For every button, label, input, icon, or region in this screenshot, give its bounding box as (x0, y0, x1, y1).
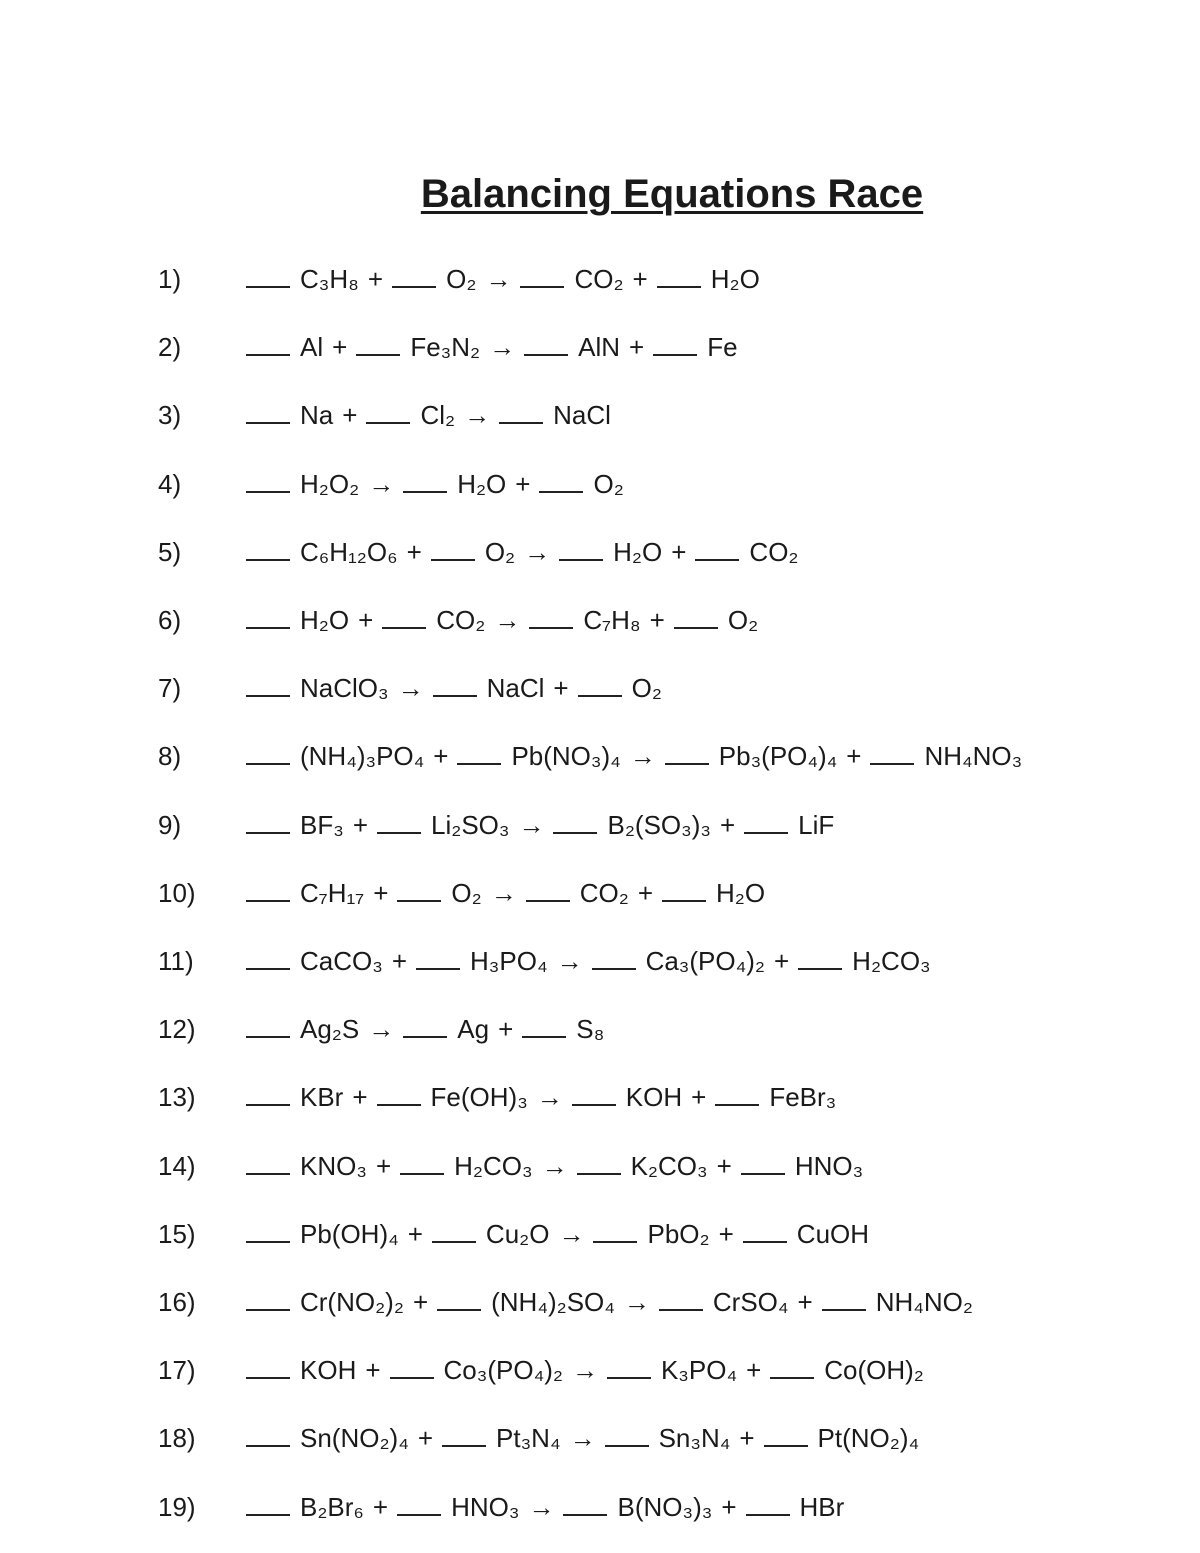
equation-row (158, 1014, 613, 1054)
coefficient-blank[interactable] (377, 831, 421, 834)
equation-number: 17) (158, 1355, 196, 1386)
chemical-formula: H₂CO₃ (852, 946, 931, 976)
chemical-formula: HNO₃ (451, 1491, 520, 1522)
chemical-formula: B(NO₃)₃ (617, 1491, 713, 1522)
coefficient-blank[interactable] (246, 1444, 290, 1447)
equation-row (158, 332, 747, 372)
chemical-formula: FeBr₃ (769, 1082, 837, 1113)
chemical-formula: C₆H₁₂O₆ (300, 536, 398, 567)
chemical-formula: CO₂ (574, 264, 624, 294)
plus-sign: + (846, 741, 862, 772)
chemical-formula: NH₄NO₃ (924, 741, 1023, 772)
reaction-arrow: → (490, 877, 517, 908)
coefficient-blank[interactable] (539, 490, 583, 493)
coefficient-blank[interactable] (246, 1376, 290, 1379)
plus-sign: + (553, 673, 569, 704)
coefficient-blank[interactable] (572, 1103, 616, 1106)
plus-sign: + (373, 877, 389, 908)
plus-sign: + (332, 332, 348, 363)
plus-sign: + (632, 264, 648, 294)
coefficient-blank[interactable] (246, 1172, 290, 1175)
equation-number: 6) (158, 605, 182, 635)
coefficient-blank[interactable] (798, 967, 842, 970)
equation-number: 13) (158, 1082, 196, 1113)
coefficient-blank[interactable] (764, 1444, 808, 1447)
plus-sign: + (365, 1355, 381, 1386)
equation-number: 18) (158, 1423, 196, 1454)
reaction-arrow: → (494, 605, 521, 635)
coefficient-blank[interactable] (382, 626, 426, 629)
chemical-formula: C₇H₈ (583, 605, 641, 635)
plus-sign: + (691, 1082, 707, 1113)
reaction-arrow: → (528, 1491, 555, 1522)
chemical-formula: KNO₃ (300, 1150, 367, 1181)
plus-sign: + (407, 1218, 423, 1249)
equation-number: 1) (158, 264, 182, 294)
coefficient-blank[interactable] (457, 762, 501, 765)
coefficient-blank[interactable] (442, 1444, 486, 1447)
chemical-formula: HBr (799, 1491, 845, 1522)
coefficient-blank[interactable] (246, 762, 290, 765)
plus-sign: + (649, 605, 665, 635)
chemical-formula: K₃PO₄ (660, 1355, 738, 1386)
plus-sign: + (629, 332, 645, 363)
coefficient-blank[interactable] (553, 831, 597, 834)
coefficient-blank[interactable] (822, 1308, 866, 1311)
reaction-arrow: → (629, 741, 656, 772)
chemical-formula: Pt₃N₄ (496, 1423, 561, 1454)
chemical-formula: (NH₄)₃PO₄ (300, 741, 425, 772)
chemical-formula: S₈ (576, 1014, 605, 1045)
chemical-formula: KOH (625, 1082, 683, 1113)
coefficient-blank[interactable] (416, 967, 460, 970)
reaction-arrow: → (623, 1287, 650, 1317)
chemical-formula: H₂O₂ (300, 468, 360, 499)
plus-sign: + (352, 809, 368, 840)
equation-number: 9) (158, 809, 182, 840)
reaction-arrow: → (524, 536, 551, 567)
coefficient-blank[interactable] (246, 967, 290, 970)
reaction-arrow: → (556, 946, 583, 976)
equation-row (158, 1492, 853, 1532)
chemical-formula: CuOH (796, 1218, 870, 1249)
chemical-formula: C₇H₁₇ (300, 877, 365, 908)
chemical-formula: LiF (798, 809, 835, 840)
coefficient-blank[interactable] (578, 694, 622, 697)
equation-row (158, 1082, 845, 1122)
coefficient-blank[interactable] (246, 558, 290, 561)
equation-row (158, 1287, 982, 1327)
page-title: Balancing Equations Race (420, 172, 924, 216)
equation-row (158, 1355, 933, 1395)
plus-sign: + (342, 400, 358, 431)
equation-number: 7) (158, 673, 182, 704)
coefficient-blank[interactable] (246, 626, 290, 629)
coefficient-blank[interactable] (743, 1240, 787, 1243)
coefficient-blank[interactable] (563, 1513, 607, 1516)
chemical-formula: O₂ (593, 468, 624, 499)
equation-row (158, 605, 767, 645)
reaction-arrow: → (569, 1423, 596, 1454)
equation-row (158, 400, 620, 440)
plus-sign: + (515, 468, 531, 499)
coefficient-blank[interactable] (499, 421, 543, 424)
chemical-formula: O₂ (451, 877, 482, 908)
chemical-formula: H₂O (613, 536, 663, 567)
reaction-arrow: → (485, 264, 512, 294)
chemical-formula: Al (300, 332, 324, 363)
coefficient-blank[interactable] (431, 558, 475, 561)
chemical-formula: CO₂ (436, 605, 486, 635)
coefficient-blank[interactable] (715, 1103, 759, 1106)
chemical-formula: Pt(NO₂)₄ (817, 1423, 920, 1454)
coefficient-blank[interactable] (665, 762, 709, 765)
chemical-formula: B₂Br₆ (300, 1491, 364, 1522)
equation-number: 3) (158, 400, 182, 431)
coefficient-blank[interactable] (400, 1172, 444, 1175)
chemical-formula: Ag (457, 1014, 490, 1045)
chemical-formula: Cu₂O (485, 1218, 550, 1249)
coefficient-blank[interactable] (397, 899, 441, 902)
plus-sign: + (718, 1218, 734, 1249)
equation-row (158, 810, 843, 850)
plus-sign: + (746, 1355, 762, 1386)
chemical-formula: CO₂ (579, 877, 629, 908)
coefficient-blank[interactable] (592, 967, 636, 970)
chemical-formula: Ca₃(PO₄)₂ (645, 946, 765, 976)
reaction-arrow: → (368, 468, 395, 499)
chemical-formula: Fe (707, 332, 738, 363)
chemical-formula: Cl₂ (420, 400, 456, 431)
coefficient-blank[interactable] (674, 626, 718, 629)
chemical-formula: CO₂ (749, 536, 799, 567)
chemical-formula: H₂O (716, 877, 766, 908)
coefficient-blank[interactable] (432, 1240, 476, 1243)
equation-number: 10) (158, 877, 196, 908)
chemical-formula: Fe(OH)₃ (430, 1082, 528, 1113)
reaction-arrow: → (541, 1150, 568, 1181)
coefficient-blank[interactable] (559, 558, 603, 561)
chemical-formula: Na (300, 400, 334, 431)
plus-sign: + (797, 1287, 813, 1317)
chemical-formula: KOH (300, 1355, 357, 1386)
plus-sign: + (352, 1082, 368, 1113)
chemical-formula: AlN (578, 332, 621, 363)
equation-number: 12) (158, 1014, 196, 1045)
coefficient-blank[interactable] (246, 694, 290, 697)
coefficient-blank[interactable] (390, 1376, 434, 1379)
reaction-arrow: → (518, 809, 545, 840)
coefficient-blank[interactable] (246, 353, 290, 356)
coefficient-blank[interactable] (770, 1376, 814, 1379)
coefficient-blank[interactable] (403, 1035, 447, 1038)
coefficient-blank[interactable] (246, 1308, 290, 1311)
plus-sign: + (739, 1423, 755, 1454)
chemical-formula: (NH₄)₂SO₄ (491, 1287, 615, 1317)
coefficient-blank[interactable] (522, 1035, 566, 1038)
coefficient-blank[interactable] (605, 1444, 649, 1447)
coefficient-blank[interactable] (246, 285, 290, 288)
coefficient-blank[interactable] (659, 1308, 703, 1311)
coefficient-blank[interactable] (653, 353, 697, 356)
chemical-formula: NaCl (486, 673, 545, 704)
equation-row (158, 264, 769, 304)
equation-number: 15) (158, 1218, 196, 1249)
chemical-formula: Fe₃N₂ (410, 332, 481, 363)
reaction-arrow: → (571, 1355, 598, 1386)
reaction-arrow: → (489, 332, 516, 363)
coefficient-blank[interactable] (392, 285, 436, 288)
chemical-formula: B₂(SO₃)₃ (607, 809, 711, 840)
coefficient-blank[interactable] (607, 1376, 651, 1379)
plus-sign: + (391, 946, 408, 976)
coefficient-blank[interactable] (356, 353, 400, 356)
chemical-formula: KBr (300, 1082, 344, 1113)
coefficient-blank[interactable] (526, 899, 570, 902)
chemical-formula: O₂ (631, 673, 662, 704)
coefficient-blank[interactable] (657, 285, 701, 288)
plus-sign: + (637, 877, 653, 908)
plus-sign: + (375, 1150, 392, 1181)
equation-row (158, 1423, 928, 1463)
reaction-arrow: → (536, 1082, 563, 1113)
reaction-arrow: → (397, 673, 424, 704)
equation-number: 8) (158, 741, 182, 772)
coefficient-blank[interactable] (529, 626, 573, 629)
coefficient-blank[interactable] (246, 899, 290, 902)
coefficient-blank[interactable] (520, 285, 564, 288)
chemical-formula: K₂CO₃ (630, 1150, 708, 1181)
plus-sign: + (417, 1423, 434, 1454)
plus-sign: + (406, 536, 422, 567)
coefficient-blank[interactable] (741, 1172, 785, 1175)
coefficient-blank[interactable] (695, 558, 739, 561)
chemical-formula: CrSO₄ (712, 1287, 789, 1317)
coefficient-blank[interactable] (246, 1103, 290, 1106)
coefficient-blank[interactable] (593, 1240, 637, 1243)
equation-row (158, 469, 633, 509)
plus-sign: + (433, 741, 449, 772)
coefficient-blank[interactable] (662, 899, 706, 902)
coefficient-blank[interactable] (524, 353, 568, 356)
chemical-formula: CaCO₃ (300, 946, 383, 976)
plus-sign: + (671, 536, 687, 567)
plus-sign: + (773, 946, 790, 976)
equation-row (158, 1219, 878, 1259)
coefficient-blank[interactable] (246, 1240, 290, 1243)
chemical-formula: Li₂SO₃ (431, 809, 510, 840)
coefficient-blank[interactable] (437, 1308, 481, 1311)
chemical-formula: C₃H₈ (300, 264, 359, 294)
chemical-formula: Cr(NO₂)₂ (300, 1287, 404, 1317)
chemical-formula: HNO₃ (794, 1150, 864, 1181)
plus-sign: + (367, 264, 384, 294)
chemical-formula: NH₄NO₂ (875, 1287, 973, 1317)
reaction-arrow: → (558, 1218, 585, 1249)
chemical-formula: PbO₂ (647, 1218, 710, 1249)
chemical-formula: O₂ (484, 536, 516, 567)
coefficient-blank[interactable] (246, 1513, 290, 1516)
coefficient-blank[interactable] (377, 1103, 421, 1106)
coefficient-blank[interactable] (746, 1513, 790, 1516)
coefficient-blank[interactable] (433, 694, 477, 697)
equation-row (158, 537, 808, 577)
plus-sign: + (372, 1491, 389, 1522)
chemical-formula: H₂CO₃ (454, 1150, 533, 1181)
plus-sign: + (716, 1150, 732, 1181)
chemical-formula: H₃PO₄ (470, 946, 548, 976)
chemical-formula: Pb(OH)₄ (300, 1218, 399, 1249)
coefficient-blank[interactable] (246, 1035, 290, 1038)
chemical-formula: NaClO₃ (300, 673, 389, 704)
equation-number: 4) (158, 468, 182, 499)
plus-sign: + (412, 1287, 429, 1317)
plus-sign: + (358, 605, 374, 635)
equation-number: 14) (158, 1150, 196, 1181)
chemical-formula: O₂ (727, 605, 759, 635)
plus-sign: + (498, 1014, 514, 1045)
chemical-formula: NaCl (553, 400, 611, 431)
reaction-arrow: → (464, 400, 491, 431)
equation-row (158, 946, 940, 986)
chemical-formula: H₂O (710, 264, 760, 294)
equation-number: 2) (158, 332, 182, 363)
plus-sign: + (721, 1491, 737, 1522)
coefficient-blank[interactable] (744, 831, 788, 834)
chemical-formula: H₂O (300, 605, 350, 635)
plus-sign: + (719, 809, 736, 840)
equation-row (158, 673, 671, 713)
coefficient-blank[interactable] (246, 421, 290, 424)
coefficient-blank[interactable] (246, 490, 290, 493)
coefficient-blank[interactable] (397, 1513, 441, 1516)
equation-row (158, 741, 1031, 781)
equation-number: 11) (158, 946, 194, 976)
equation-number: 5) (158, 536, 182, 567)
equation-row (158, 1151, 872, 1191)
chemical-formula: Sn(NO₂)₄ (300, 1423, 409, 1454)
chemical-formula: Ag₂S (300, 1014, 360, 1045)
equation-number: 19) (158, 1491, 196, 1522)
chemical-formula: Co₃(PO₄)₂ (443, 1355, 563, 1386)
chemical-formula: Co(OH)₂ (824, 1355, 924, 1386)
coefficient-blank[interactable] (246, 831, 290, 834)
coefficient-blank[interactable] (366, 421, 410, 424)
coefficient-blank[interactable] (870, 762, 914, 765)
coefficient-blank[interactable] (403, 490, 447, 493)
chemical-formula: Sn₃N₄ (658, 1423, 731, 1454)
reaction-arrow: → (368, 1014, 395, 1045)
coefficient-blank[interactable] (577, 1172, 621, 1175)
chemical-formula: Pb(NO₃)₄ (511, 741, 621, 772)
chemical-formula: O₂ (446, 264, 477, 294)
chemical-formula: Pb₃(PO₄)₄ (718, 741, 838, 772)
equation-number: 16) (158, 1287, 196, 1317)
chemical-formula: BF₃ (300, 809, 344, 840)
equation-row (158, 878, 774, 918)
chemical-formula: H₂O (457, 468, 507, 499)
